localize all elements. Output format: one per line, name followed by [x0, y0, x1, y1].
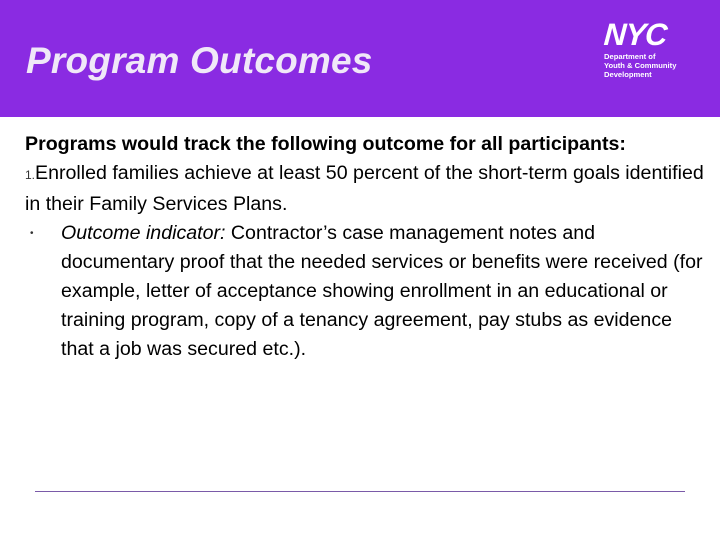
- logo-line-1: Department of: [604, 52, 656, 61]
- sub-bullet-item: [25, 219, 705, 364]
- slide-body: [25, 130, 705, 364]
- nyc-dycd-logo: [602, 17, 696, 83]
- body-heading: Programs would track the following outcome for all participants:: [25, 133, 626, 155]
- item-number: 1.: [25, 168, 36, 182]
- item-text: Enrolled families achieve at least 50 percent of the short-term goals identified in their Family Services Plans.: [25, 162, 704, 215]
- numbered-item: [25, 159, 705, 219]
- bullet-icon: •: [30, 228, 34, 239]
- sub-item-text: Contractor’s case management notes and documentary proof that the needed services or benefits were received (for example, letter of acceptance showing enrollment in an educational or training program, copy of a tenancy agreement, pay stubs as evidence that a job was secured etc.).: [61, 222, 703, 360]
- nyc-logo-mark: NYC: [602, 17, 668, 52]
- slide-title: Program Outcomes: [26, 40, 373, 81]
- logo-line-3: Development: [604, 69, 652, 79]
- footer-divider: [35, 491, 685, 492]
- sub-item-label: Outcome indicator:: [61, 222, 226, 244]
- logo-line-2: Youth & Community: [604, 60, 677, 70]
- title-banner: [0, 0, 720, 117]
